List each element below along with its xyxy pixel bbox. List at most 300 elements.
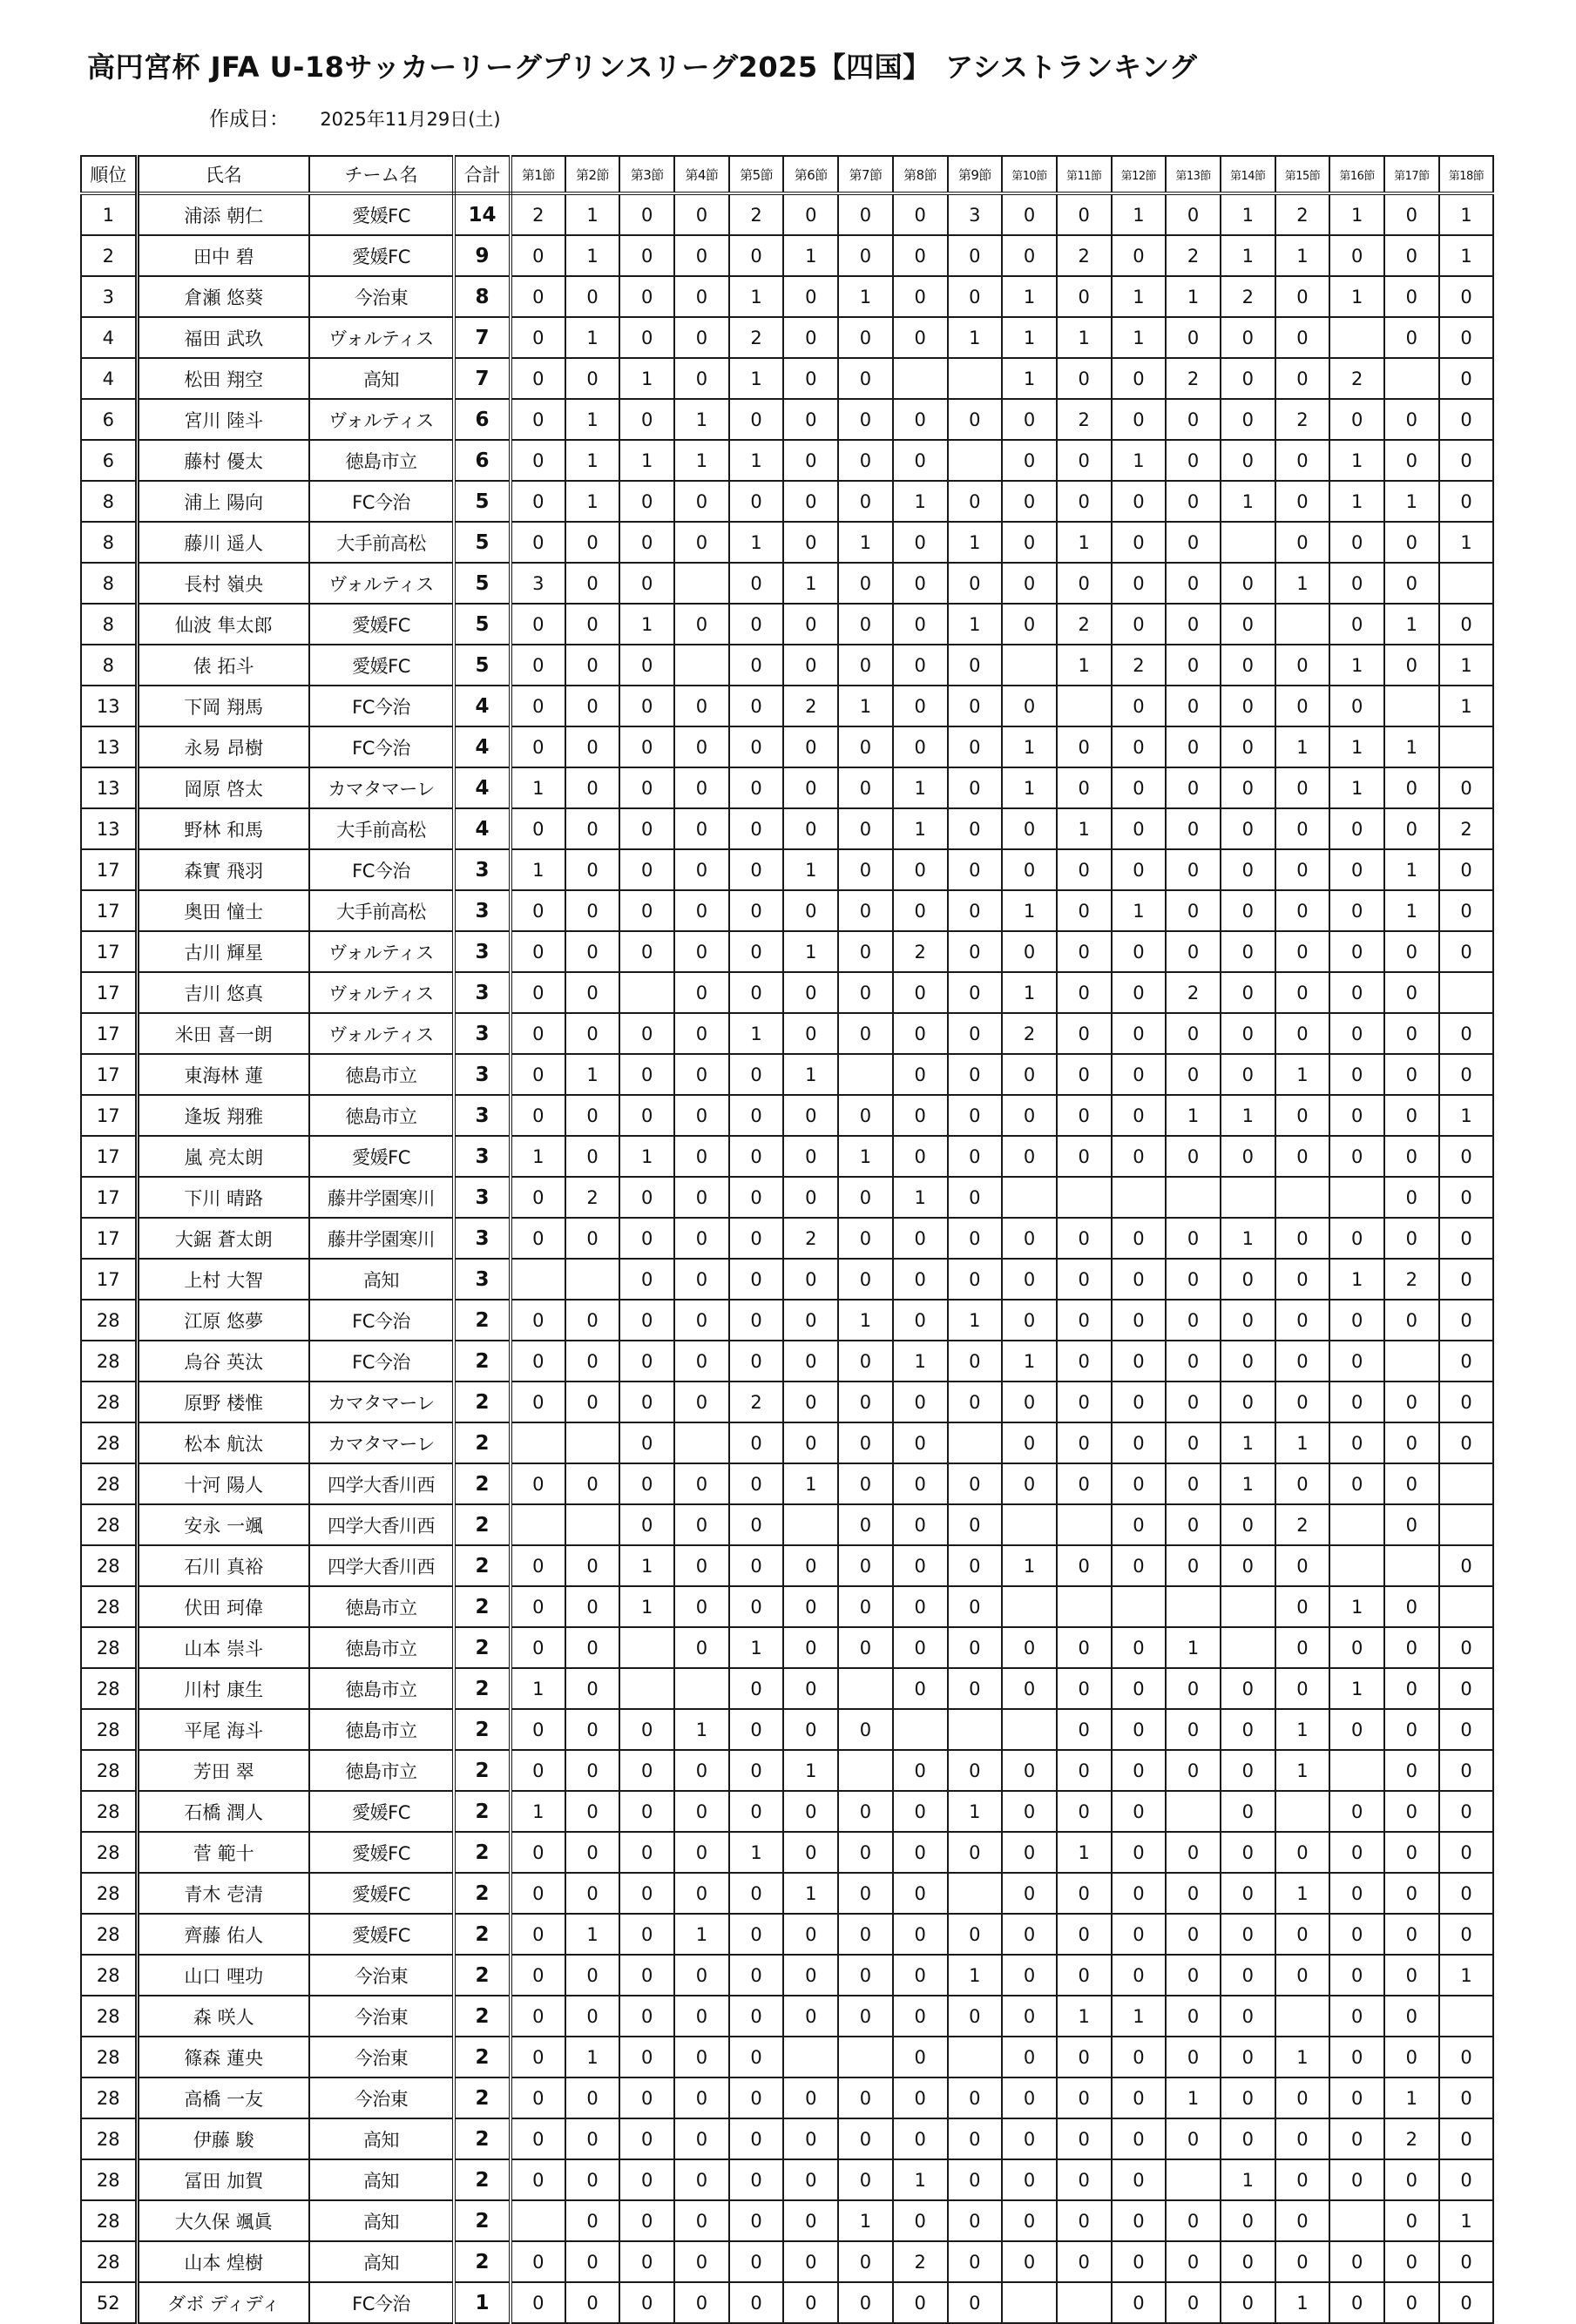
matchday-assists-cell: 0 xyxy=(511,276,565,317)
rank-cell: 13 xyxy=(81,686,137,726)
matchday-assists-cell: 0 xyxy=(838,2282,893,2323)
matchday-assists-cell: 0 xyxy=(1275,1463,1330,1504)
matchday-assists-cell: 0 xyxy=(619,1750,674,1791)
matchday-assists-cell: 0 xyxy=(565,972,620,1013)
matchday-assists-cell: 0 xyxy=(1057,767,1112,808)
rank-cell: 28 xyxy=(81,1668,137,1709)
table-row xyxy=(81,276,1493,317)
player-name-cell: 浦上 陽向 xyxy=(137,481,309,522)
matchday-assists-cell: 1 xyxy=(729,440,784,481)
matchday-assists-cell: 1 xyxy=(511,1136,565,1177)
team-name-cell: 高知 xyxy=(309,2159,454,2200)
matchday-assists-cell: 0 xyxy=(1166,440,1221,481)
matchday-assists-cell: 1 xyxy=(1275,1750,1330,1791)
team-name-cell: FC今治 xyxy=(309,1300,454,1341)
matchday-assists-cell: 0 xyxy=(565,1013,620,1054)
matchday-assists-cell: 0 xyxy=(565,686,620,726)
matchday-assists-cell xyxy=(1057,1586,1112,1627)
matchday-assists-cell: 0 xyxy=(893,2077,948,2118)
matchday-assists-cell: 0 xyxy=(1384,1054,1439,1095)
matchday-assists-cell: 0 xyxy=(1166,2282,1221,2323)
matchday-assists-cell xyxy=(1275,1177,1330,1218)
team-name-cell: ヴォルティス xyxy=(309,972,454,1013)
table-row xyxy=(81,563,1493,604)
matchday-assists-cell: 0 xyxy=(1384,1586,1439,1627)
matchday-assists-cell: 0 xyxy=(1221,1996,1275,2037)
matchday-assists-cell xyxy=(948,358,1003,399)
matchday-assists-cell: 1 xyxy=(511,767,565,808)
matchday-assists-cell: 0 xyxy=(893,1382,948,1422)
matchday-assists-cell: 1 xyxy=(1275,2282,1330,2323)
matchday-assists-cell: 0 xyxy=(511,890,565,931)
matchday-assists-cell: 0 xyxy=(1329,2037,1384,2077)
matchday-assists-cell: 0 xyxy=(893,1791,948,1832)
matchday-assists-cell: 0 xyxy=(511,1054,565,1095)
matchday-assists-cell: 0 xyxy=(729,2159,784,2200)
header-matchday: 第17節 xyxy=(1384,156,1439,193)
matchday-assists-cell: 0 xyxy=(674,604,729,645)
matchday-assists-cell: 0 xyxy=(1221,563,1275,604)
page-title: 高円宮杯 JFA U-18サッカーリーグプリンスリーグ2025【四国】 アシストランキング xyxy=(87,51,1198,84)
matchday-assists-cell: 0 xyxy=(1057,2241,1112,2282)
matchday-assists-cell: 0 xyxy=(619,1914,674,1955)
matchday-assists-cell: 0 xyxy=(1002,1095,1057,1136)
matchday-assists-cell xyxy=(1329,1545,1384,1586)
matchday-assists-cell xyxy=(1275,604,1330,645)
matchday-assists-cell: 0 xyxy=(1439,1259,1494,1300)
matchday-assists-cell: 2 xyxy=(1166,972,1221,1013)
matchday-assists-cell: 1 xyxy=(1439,522,1494,563)
matchday-assists-cell: 0 xyxy=(948,1668,1003,1709)
total-assists-cell: 2 xyxy=(454,1832,511,1873)
matchday-assists-cell: 0 xyxy=(1439,1136,1494,1177)
matchday-assists-cell xyxy=(619,1668,674,1709)
matchday-assists-cell: 2 xyxy=(1166,358,1221,399)
matchday-assists-cell: 0 xyxy=(893,1136,948,1177)
matchday-assists-cell: 0 xyxy=(565,1996,620,2037)
matchday-assists-cell: 0 xyxy=(783,522,838,563)
matchday-assists-cell: 0 xyxy=(674,808,729,849)
matchday-assists-cell: 2 xyxy=(1057,604,1112,645)
table-row xyxy=(81,1791,1493,1832)
matchday-assists-cell: 0 xyxy=(729,645,784,686)
matchday-assists-cell: 0 xyxy=(948,1136,1003,1177)
matchday-assists-cell: 0 xyxy=(674,1095,729,1136)
matchday-assists-cell: 2 xyxy=(511,193,565,235)
total-assists-cell: 1 xyxy=(454,2282,511,2323)
matchday-assists-cell: 0 xyxy=(1112,686,1167,726)
matchday-assists-cell: 0 xyxy=(948,1095,1003,1136)
player-name-cell: 篠森 蓮央 xyxy=(137,2037,309,2077)
matchday-assists-cell: 0 xyxy=(1002,1054,1057,1095)
team-name-cell: 藤井学園寒川 xyxy=(309,1218,454,1259)
matchday-assists-cell: 0 xyxy=(783,481,838,522)
matchday-assists-cell: 0 xyxy=(1166,193,1221,235)
matchday-assists-cell: 1 xyxy=(1439,1955,1494,1996)
matchday-assists-cell: 0 xyxy=(1221,358,1275,399)
matchday-assists-cell: 0 xyxy=(948,1750,1003,1791)
matchday-assists-cell: 1 xyxy=(1002,1341,1057,1382)
matchday-assists-cell: 0 xyxy=(674,481,729,522)
total-assists-cell: 3 xyxy=(454,890,511,931)
matchday-assists-cell: 2 xyxy=(729,1382,784,1422)
header-matchday: 第4節 xyxy=(674,156,729,193)
matchday-assists-cell: 0 xyxy=(729,1463,784,1504)
matchday-assists-cell: 0 xyxy=(1275,276,1330,317)
team-name-cell: 徳島市立 xyxy=(309,1750,454,1791)
matchday-assists-cell: 0 xyxy=(948,481,1003,522)
matchday-assists-cell: 0 xyxy=(1166,808,1221,849)
matchday-assists-cell: 0 xyxy=(1166,1300,1221,1341)
matchday-assists-cell: 0 xyxy=(783,1791,838,1832)
rank-cell: 17 xyxy=(81,1054,137,1095)
matchday-assists-cell: 0 xyxy=(511,808,565,849)
matchday-assists-cell: 0 xyxy=(948,808,1003,849)
matchday-assists-cell: 0 xyxy=(783,890,838,931)
team-name-cell: 愛媛FC xyxy=(309,1914,454,1955)
matchday-assists-cell: 0 xyxy=(838,481,893,522)
matchday-assists-cell: 0 xyxy=(511,440,565,481)
matchday-assists-cell: 0 xyxy=(1275,2159,1330,2200)
matchday-assists-cell: 2 xyxy=(1057,399,1112,440)
matchday-assists-cell: 0 xyxy=(1329,1136,1384,1177)
matchday-assists-cell: 2 xyxy=(1275,193,1330,235)
total-assists-cell: 4 xyxy=(454,767,511,808)
matchday-assists-cell xyxy=(1329,1504,1384,1545)
matchday-assists-cell: 0 xyxy=(619,2200,674,2241)
matchday-assists-cell: 2 xyxy=(783,686,838,726)
matchday-assists-cell: 0 xyxy=(565,849,620,890)
matchday-assists-cell: 0 xyxy=(729,1054,784,1095)
matchday-assists-cell: 0 xyxy=(1057,440,1112,481)
matchday-assists-cell: 0 xyxy=(674,767,729,808)
table-row xyxy=(81,767,1493,808)
table-row xyxy=(81,1177,1493,1218)
matchday-assists-cell: 0 xyxy=(1112,399,1167,440)
player-name-cell: 十河 陽人 xyxy=(137,1463,309,1504)
player-name-cell: 仙波 隼太郎 xyxy=(137,604,309,645)
matchday-assists-cell: 0 xyxy=(948,1054,1003,1095)
matchday-assists-cell: 0 xyxy=(893,1873,948,1914)
matchday-assists-cell: 0 xyxy=(1221,1873,1275,1914)
header-matchday: 第6節 xyxy=(783,156,838,193)
matchday-assists-cell: 0 xyxy=(729,1545,784,1586)
matchday-assists-cell: 0 xyxy=(1112,808,1167,849)
team-name-cell: FC今治 xyxy=(309,726,454,767)
total-assists-cell: 2 xyxy=(454,1873,511,1914)
matchday-assists-cell: 0 xyxy=(729,1341,784,1382)
matchday-assists-cell: 0 xyxy=(1057,1341,1112,1382)
total-assists-cell: 3 xyxy=(454,1136,511,1177)
matchday-assists-cell: 0 xyxy=(1057,2077,1112,2118)
matchday-assists-cell: 0 xyxy=(838,931,893,972)
matchday-assists-cell: 1 xyxy=(619,440,674,481)
table-row xyxy=(81,1709,1493,1750)
matchday-assists-cell xyxy=(565,1422,620,1463)
matchday-assists-cell: 0 xyxy=(511,1095,565,1136)
matchday-assists-cell: 0 xyxy=(674,1259,729,1300)
matchday-assists-cell: 0 xyxy=(838,1832,893,1873)
matchday-assists-cell: 0 xyxy=(1329,604,1384,645)
player-name-cell: 川村 康生 xyxy=(137,1668,309,1709)
matchday-assists-cell: 0 xyxy=(1439,1791,1494,1832)
team-name-cell: 愛媛FC xyxy=(309,1136,454,1177)
rank-cell: 17 xyxy=(81,1013,137,1054)
rank-cell: 1 xyxy=(81,193,137,235)
matchday-assists-cell: 0 xyxy=(511,481,565,522)
matchday-assists-cell: 0 xyxy=(1002,235,1057,276)
matchday-assists-cell: 0 xyxy=(783,1914,838,1955)
matchday-assists-cell: 0 xyxy=(838,726,893,767)
player-name-cell: 原野 楼惟 xyxy=(137,1382,309,1422)
rank-cell: 8 xyxy=(81,522,137,563)
header-matchday: 第13節 xyxy=(1166,156,1221,193)
matchday-assists-cell: 0 xyxy=(619,2159,674,2200)
matchday-assists-cell: 0 xyxy=(838,1259,893,1300)
matchday-assists-cell: 0 xyxy=(893,2118,948,2159)
matchday-assists-cell: 0 xyxy=(1166,1914,1221,1955)
matchday-assists-cell: 0 xyxy=(565,2241,620,2282)
matchday-assists-cell: 0 xyxy=(1439,1341,1494,1382)
matchday-assists-cell: 0 xyxy=(783,1709,838,1750)
matchday-assists-cell: 1 xyxy=(783,1054,838,1095)
total-assists-cell: 2 xyxy=(454,1914,511,1955)
matchday-assists-cell: 1 xyxy=(619,604,674,645)
matchday-assists-cell xyxy=(1002,1586,1057,1627)
matchday-assists-cell: 0 xyxy=(1002,1955,1057,1996)
matchday-assists-cell: 0 xyxy=(619,1382,674,1422)
matchday-assists-cell: 0 xyxy=(619,235,674,276)
matchday-assists-cell: 1 xyxy=(565,1914,620,1955)
matchday-assists-cell: 0 xyxy=(619,522,674,563)
team-name-cell: ヴォルティス xyxy=(309,931,454,972)
matchday-assists-cell: 0 xyxy=(674,1013,729,1054)
table-row xyxy=(81,849,1493,890)
matchday-assists-cell: 0 xyxy=(1439,2037,1494,2077)
matchday-assists-cell: 0 xyxy=(1384,235,1439,276)
matchday-assists-cell: 0 xyxy=(1384,399,1439,440)
matchday-assists-cell: 0 xyxy=(674,1136,729,1177)
matchday-assists-cell: 1 xyxy=(1002,972,1057,1013)
matchday-assists-cell: 0 xyxy=(838,849,893,890)
matchday-assists-cell: 0 xyxy=(1002,1996,1057,2037)
matchday-assists-cell: 0 xyxy=(729,1914,784,1955)
matchday-assists-cell: 0 xyxy=(565,1095,620,1136)
matchday-assists-cell: 0 xyxy=(674,726,729,767)
matchday-assists-cell: 0 xyxy=(1439,1914,1494,1955)
matchday-assists-cell: 0 xyxy=(1002,808,1057,849)
team-name-cell: 徳島市立 xyxy=(309,1627,454,1668)
matchday-assists-cell: 0 xyxy=(838,645,893,686)
matchday-assists-cell: 0 xyxy=(729,767,784,808)
matchday-assists-cell: 0 xyxy=(1275,972,1330,1013)
matchday-assists-cell: 0 xyxy=(1166,2241,1221,2282)
matchday-assists-cell: 1 xyxy=(619,1586,674,1627)
matchday-assists-cell: 0 xyxy=(511,317,565,358)
matchday-assists-cell: 0 xyxy=(1057,1463,1112,1504)
matchday-assists-cell: 0 xyxy=(1112,1218,1167,1259)
matchday-assists-cell: 1 xyxy=(893,808,948,849)
matchday-assists-cell: 0 xyxy=(1329,1013,1384,1054)
matchday-assists-cell: 0 xyxy=(729,931,784,972)
player-name-cell: 野林 和馬 xyxy=(137,808,309,849)
matchday-assists-cell: 0 xyxy=(1275,1668,1330,1709)
total-assists-cell: 3 xyxy=(454,1259,511,1300)
total-assists-cell: 2 xyxy=(454,1504,511,1545)
matchday-assists-cell: 1 xyxy=(619,358,674,399)
matchday-assists-cell: 0 xyxy=(838,1504,893,1545)
matchday-assists-cell: 1 xyxy=(1329,1586,1384,1627)
header-matchday: 第16節 xyxy=(1329,156,1384,193)
matchday-assists-cell: 0 xyxy=(1112,2282,1167,2323)
rank-cell: 28 xyxy=(81,2241,137,2282)
assist-ranking-table xyxy=(80,155,1494,2324)
player-name-cell: 藤村 優太 xyxy=(137,440,309,481)
matchday-assists-cell: 0 xyxy=(619,1177,674,1218)
team-name-cell: 愛媛FC xyxy=(309,604,454,645)
matchday-assists-cell: 1 xyxy=(1329,276,1384,317)
matchday-assists-cell: 0 xyxy=(1112,1382,1167,1422)
total-assists-cell: 5 xyxy=(454,522,511,563)
matchday-assists-cell: 0 xyxy=(511,1832,565,1873)
total-assists-cell: 2 xyxy=(454,1996,511,2037)
team-name-cell: 愛媛FC xyxy=(309,645,454,686)
matchday-assists-cell: 0 xyxy=(948,399,1003,440)
matchday-assists-cell: 0 xyxy=(1439,1054,1494,1095)
matchday-assists-cell xyxy=(1002,1504,1057,1545)
matchday-assists-cell: 0 xyxy=(1112,481,1167,522)
player-name-cell: 長村 嶺央 xyxy=(137,563,309,604)
matchday-assists-cell: 0 xyxy=(838,193,893,235)
matchday-assists-cell: 0 xyxy=(1057,1422,1112,1463)
matchday-assists-cell: 0 xyxy=(1329,1709,1384,1750)
table-row xyxy=(81,235,1493,276)
matchday-assists-cell: 0 xyxy=(729,1873,784,1914)
matchday-assists-cell: 0 xyxy=(1166,1054,1221,1095)
matchday-assists-cell: 0 xyxy=(674,2077,729,2118)
matchday-assists-cell: 0 xyxy=(511,1750,565,1791)
matchday-assists-cell: 3 xyxy=(511,563,565,604)
matchday-assists-cell: 1 xyxy=(565,235,620,276)
matchday-assists-cell xyxy=(838,1750,893,1791)
matchday-assists-cell: 0 xyxy=(1384,1382,1439,1422)
matchday-assists-cell: 1 xyxy=(1275,726,1330,767)
matchday-assists-cell: 0 xyxy=(1002,2159,1057,2200)
matchday-assists-cell: 0 xyxy=(674,358,729,399)
team-name-cell: 四学大香川西 xyxy=(309,1463,454,1504)
matchday-assists-cell: 0 xyxy=(729,1218,784,1259)
rank-cell: 17 xyxy=(81,972,137,1013)
team-name-cell: 愛媛FC xyxy=(309,235,454,276)
matchday-assists-cell: 1 xyxy=(783,1873,838,1914)
matchday-assists-cell: 0 xyxy=(1439,1709,1494,1750)
matchday-assists-cell: 0 xyxy=(838,1341,893,1382)
matchday-assists-cell: 0 xyxy=(674,1504,729,1545)
matchday-assists-cell: 0 xyxy=(948,1545,1003,1586)
table-row xyxy=(81,1832,1493,1873)
matchday-assists-cell: 0 xyxy=(729,1586,784,1627)
rank-cell: 28 xyxy=(81,1586,137,1627)
matchday-assists-cell: 0 xyxy=(893,1955,948,1996)
matchday-assists-cell: 0 xyxy=(674,1463,729,1504)
matchday-assists-cell: 0 xyxy=(729,399,784,440)
total-assists-cell: 8 xyxy=(454,276,511,317)
matchday-assists-cell: 0 xyxy=(1002,1791,1057,1832)
matchday-assists-cell: 0 xyxy=(1329,2077,1384,2118)
matchday-assists-cell: 2 xyxy=(729,317,784,358)
table-row xyxy=(81,1504,1493,1545)
matchday-assists-cell: 0 xyxy=(511,399,565,440)
matchday-assists-cell: 0 xyxy=(619,317,674,358)
matchday-assists-cell xyxy=(511,1259,565,1300)
matchday-assists-cell xyxy=(1221,1586,1275,1627)
matchday-assists-cell: 0 xyxy=(619,890,674,931)
matchday-assists-cell: 0 xyxy=(1112,1095,1167,1136)
team-name-cell: 今治東 xyxy=(309,1996,454,2037)
matchday-assists-cell: 0 xyxy=(1329,1463,1384,1504)
matchday-assists-cell: 0 xyxy=(674,972,729,1013)
total-assists-cell: 3 xyxy=(454,1095,511,1136)
rank-cell: 28 xyxy=(81,1382,137,1422)
matchday-assists-cell: 0 xyxy=(511,2241,565,2282)
matchday-assists-cell: 0 xyxy=(674,2282,729,2323)
matchday-assists-cell: 0 xyxy=(783,1422,838,1463)
rank-cell: 3 xyxy=(81,276,137,317)
matchday-assists-cell: 0 xyxy=(893,563,948,604)
table-row xyxy=(81,399,1493,440)
rank-cell: 8 xyxy=(81,604,137,645)
matchday-assists-cell: 0 xyxy=(1329,890,1384,931)
team-name-cell: FC今治 xyxy=(309,2282,454,2323)
header-total: 合計 xyxy=(454,156,511,193)
header-matchday: 第10節 xyxy=(1002,156,1057,193)
matchday-assists-cell: 1 xyxy=(1112,890,1167,931)
team-name-cell: 四学大香川西 xyxy=(309,1545,454,1586)
matchday-assists-cell: 0 xyxy=(893,972,948,1013)
matchday-assists-cell: 0 xyxy=(1221,2077,1275,2118)
matchday-assists-cell: 0 xyxy=(1057,2037,1112,2077)
matchday-assists-cell: 0 xyxy=(1221,931,1275,972)
matchday-assists-cell xyxy=(1221,1177,1275,1218)
matchday-assists-cell: 0 xyxy=(1057,1218,1112,1259)
matchday-assists-cell: 0 xyxy=(1166,1341,1221,1382)
matchday-assists-cell: 0 xyxy=(1275,2200,1330,2241)
matchday-assists-cell: 0 xyxy=(1002,399,1057,440)
matchday-assists-cell: 0 xyxy=(565,890,620,931)
matchday-assists-cell: 0 xyxy=(1329,563,1384,604)
matchday-assists-cell: 0 xyxy=(1002,440,1057,481)
matchday-assists-cell: 0 xyxy=(783,2077,838,2118)
matchday-assists-cell: 1 xyxy=(1057,1832,1112,1873)
rank-cell: 28 xyxy=(81,1627,137,1668)
matchday-assists-cell: 1 xyxy=(565,1054,620,1095)
matchday-assists-cell: 0 xyxy=(1112,726,1167,767)
matchday-assists-cell: 0 xyxy=(1439,931,1494,972)
header-matchday: 第7節 xyxy=(838,156,893,193)
matchday-assists-cell: 1 xyxy=(948,1791,1003,1832)
matchday-assists-cell: 1 xyxy=(1384,849,1439,890)
total-assists-cell: 2 xyxy=(454,1422,511,1463)
matchday-assists-cell xyxy=(1057,2282,1112,2323)
matchday-assists-cell: 0 xyxy=(783,1627,838,1668)
total-assists-cell: 7 xyxy=(454,358,511,399)
matchday-assists-cell: 0 xyxy=(1221,1914,1275,1955)
matchday-assists-cell: 1 xyxy=(1221,1095,1275,1136)
table-row xyxy=(81,1750,1493,1791)
matchday-assists-cell: 0 xyxy=(729,849,784,890)
matchday-assists-cell: 0 xyxy=(1112,2159,1167,2200)
rank-cell: 28 xyxy=(81,1545,137,1586)
